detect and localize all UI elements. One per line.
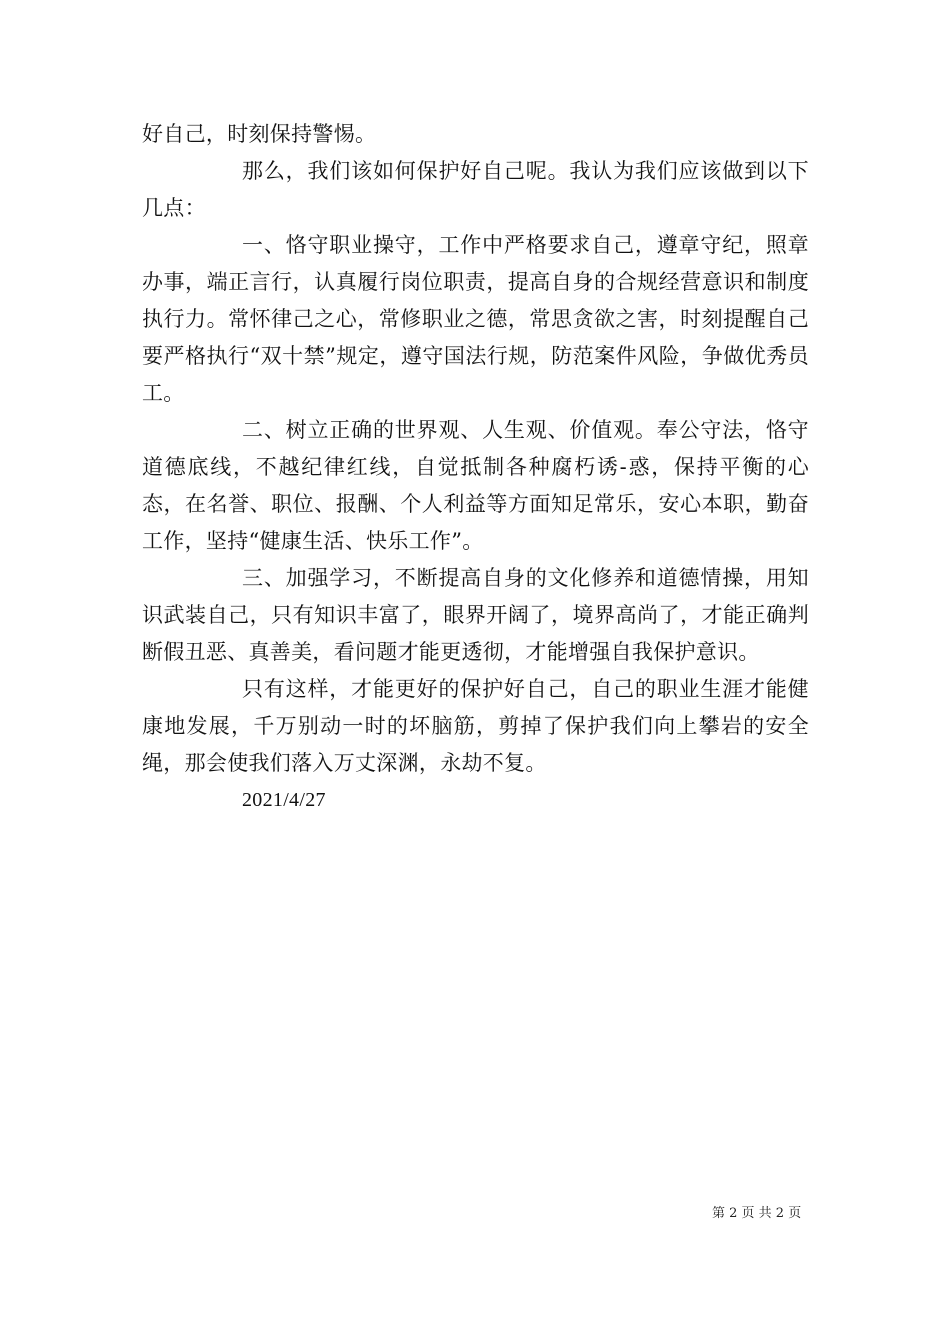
- page-number-footer: 第 2 页 共 2 页: [712, 1206, 802, 1221]
- paragraph-point-two: 二、树立正确的世界观、人生观、价值观。奉公守法，恪守道德底线，不越纪律红线，自觉抵制各种腐朽诱-惑，保持平衡的心态，在名誉、职位、报酬、个人利益等方面知足常乐，安心本职，勤奋工作，坚持“健康生活、快乐工作”。: [142, 418, 809, 553]
- document-date: 2021/4/27: [242, 789, 326, 811]
- paragraph-point-three: 三、加强学习，不断提高自身的文化修养和道德情操，用知识武装自己，只有知识丰富了，眼界开阔了，境界高尚了，才能正确判断假丑恶、真善美，看问题才能更透彻，才能增强自我保护意识。: [142, 566, 809, 664]
- paragraph-point-one: 一、恪守职业操守，工作中严格要求自己，遵章守纪，照章办事，端正言行，认真履行岗位职责，提高自身的合规经营意识和制度执行力。常怀律己之心，常修职业之德，常思贪欲之害，时刻提醒自己要严格执行“双十禁”规定，遵守国法行规，防范案件风险，争做优秀员工。: [142, 233, 809, 405]
- paragraph-conclusion: 只有这样，才能更好的保护好自己，自己的职业生涯才能健康地发展，千万别动一时的坏脑筋，剪掉了保护我们向上攀岩的安全绳，那会使我们落入万丈深渊，永劫不复。: [142, 677, 809, 775]
- paragraph-continuation: 好自己，时刻保持警惕。: [142, 122, 377, 146]
- document-body: [142, 116, 809, 819]
- paragraph-intro: 那么，我们该如何保护好自己呢。我认为我们应该做到以下几点：: [142, 159, 809, 220]
